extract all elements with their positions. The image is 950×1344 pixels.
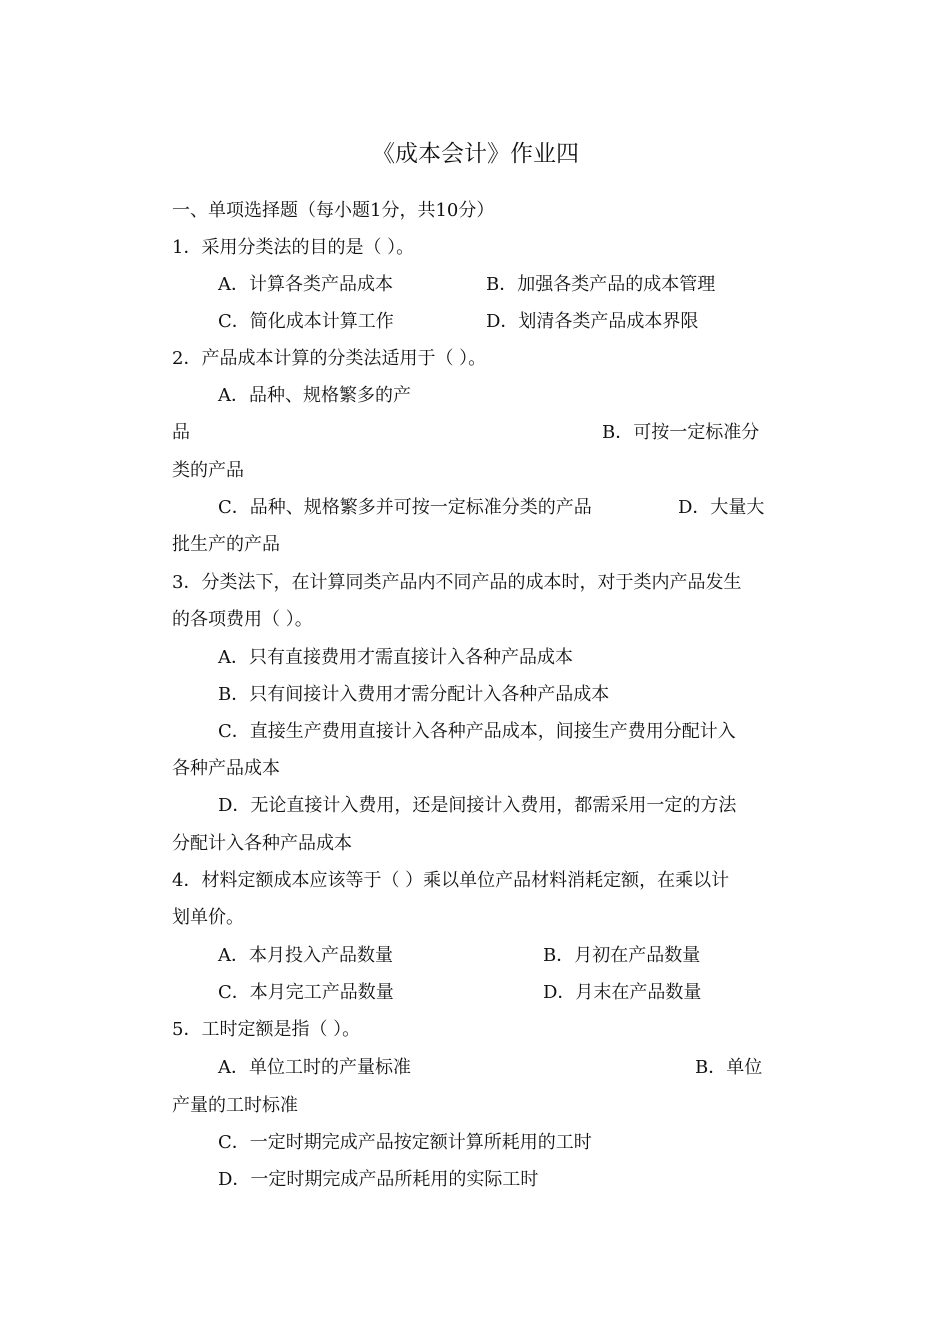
question-2-option-b-cont: 类的产品 — [172, 460, 244, 481]
question-2-option-a-cont: 品 — [172, 422, 190, 443]
question-2-option-c: C．品种、规格繁多并可按一定标准分类的产品 — [218, 497, 592, 518]
question-3-option-b: B．只有间接计入费用才需分配计入各种产品成本 — [218, 684, 610, 705]
question-2-option-d-cont: 批生产的产品 — [172, 534, 280, 555]
question-5-option-b: B．单位 — [695, 1057, 763, 1078]
question-4-stem-cont: 划单价。 — [172, 907, 244, 928]
question-2-option-a: A．品种、规格繁多的产 — [218, 385, 411, 406]
question-3-option-c: C．直接生产费用直接计入各种产品成本，间接生产费用分配计入 — [218, 721, 736, 742]
section-heading: 一、单项选择题（每小题1分，共10分） — [172, 200, 495, 221]
question-2-option-d: D．大量大 — [678, 497, 765, 518]
question-4-option-a: A．本月投入产品数量 — [218, 945, 393, 966]
question-1-option-c: C．简化成本计算工作 — [218, 311, 394, 332]
question-4-option-b: B．月初在产品数量 — [543, 945, 701, 966]
question-1-option-b: B．加强各类产品的成本管理 — [486, 274, 716, 295]
question-4-stem: 4．材料定额成本应该等于（ ）乘以单位产品材料消耗定额，在乘以计 — [172, 870, 730, 891]
question-3-option-d-cont: 分配计入各种产品成本 — [172, 833, 352, 854]
question-1-option-d: D．划清各类产品成本界限 — [486, 311, 699, 332]
question-5-stem: 5．工时定额是指（ ）。 — [172, 1019, 361, 1040]
question-3-option-c-cont: 各种产品成本 — [172, 758, 280, 779]
question-3-stem: 3．分类法下，在计算同类产品内不同产品的成本时，对于类内产品发生 — [172, 572, 742, 593]
question-2-option-b: B．可按一定标准分 — [602, 422, 760, 443]
question-5-option-c: C．一定时期完成产品按定额计算所耗用的工时 — [218, 1132, 592, 1153]
question-5-option-b-cont: 产量的工时标准 — [172, 1095, 298, 1116]
question-4-option-d: D．月末在产品数量 — [543, 982, 702, 1003]
question-4-option-c: C．本月完工产品数量 — [218, 982, 394, 1003]
question-1-stem: 1．采用分类法的目的是（ ）。 — [172, 237, 415, 258]
question-5-option-d: D．一定时期完成产品所耗用的实际工时 — [218, 1169, 539, 1190]
question-3-stem-cont: 的各项费用（ ）。 — [172, 609, 313, 630]
question-1-option-a: A．计算各类产品成本 — [218, 274, 393, 295]
question-3-option-a: A．只有直接费用才需直接计入各种产品成本 — [218, 647, 573, 668]
question-3-option-d: D．无论直接计入费用，还是间接计入费用，都需采用一定的方法 — [218, 795, 737, 816]
question-2-stem: 2．产品成本计算的分类法适用于（ ）。 — [172, 348, 487, 369]
document-title: 《成本会计》作业四 — [372, 141, 579, 167]
question-5-option-a: A．单位工时的产量标准 — [218, 1057, 411, 1078]
